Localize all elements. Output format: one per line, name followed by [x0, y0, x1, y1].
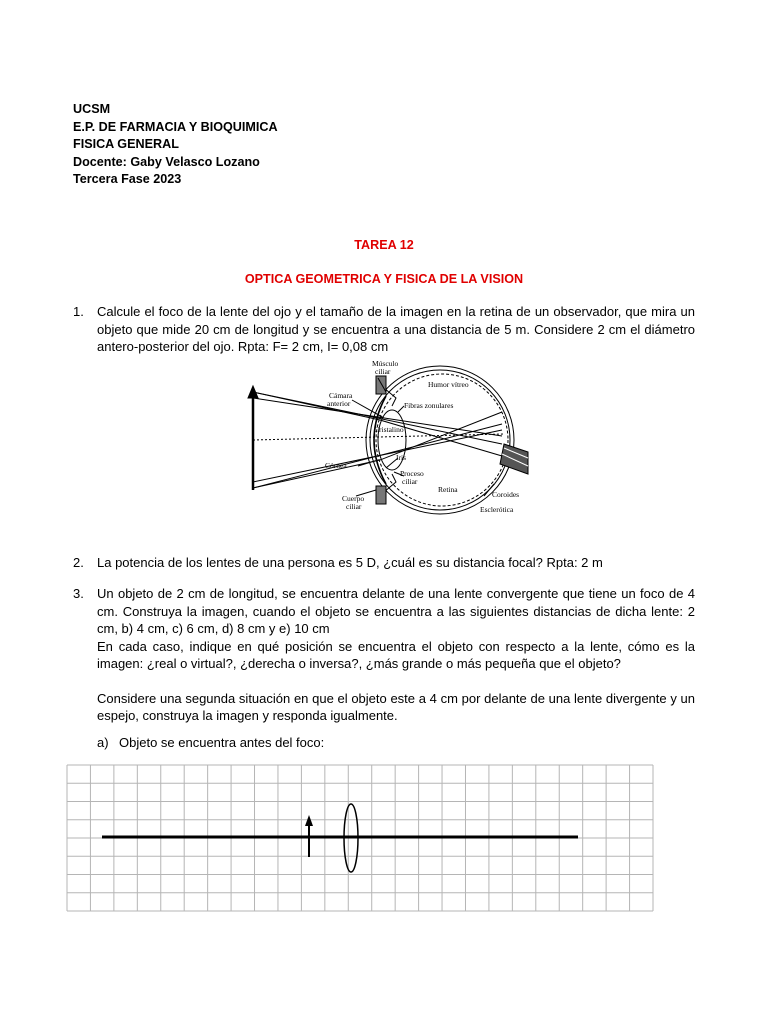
header-line-teacher: Docente: Gaby Velasco Lozano [73, 154, 260, 169]
label-fibras: Fibras zonulares [404, 401, 454, 410]
label-camara-2: anterior [327, 399, 351, 408]
header-line-course: FISICA GENERAL [73, 137, 179, 151]
label-musculo-1: Músculo [372, 359, 399, 368]
label-coroides: Coroides [492, 490, 520, 499]
label-camara-1: Cámara [329, 391, 353, 400]
question-3 [73, 585, 695, 725]
header-line-university: UCSM [73, 102, 111, 116]
question-2 [73, 554, 695, 572]
label-humor: Humor vítreo [428, 380, 469, 389]
label-proceso-1: Proceso [400, 469, 424, 478]
label-iris: Iris [396, 453, 406, 462]
question-number: 3. [73, 586, 84, 601]
header-line-phase: Tercera Fase 2023 [73, 172, 182, 186]
question-1 [73, 303, 695, 356]
assignment-title: TAREA 12 [354, 238, 414, 252]
question-text-2: En cada caso, indique en qué posición se encuentra el objeto con respecto a la lente, cómo es la imagen: ¿real o virtual?, ¿derecha o inversa?, ¿más grande o más pequeña que el objeto? [97, 638, 695, 671]
object-arrow-head [305, 815, 313, 826]
question-text: La potencia de los lentes de una persona es 5 D, ¿cuál es su distancia focal? Rpta: 2 m [97, 555, 603, 570]
label-cornea: Córnea [325, 461, 347, 470]
label-cuerpo-1: Cuerpo [342, 494, 365, 503]
label-esclerotica: Esclerótica [480, 505, 514, 514]
label-cuerpo-2: ciliar [346, 502, 362, 511]
document-header [73, 101, 278, 189]
question-text: Calcule el foco de la lente del ojo y el tamaño de la imagen en la retina de un observador, que mira un objeto que mide 20 cm de longitud y se encuentra a una distancia de 5 m. Considere 2 cm el diámetro antero-posterior del ojo. Rpta: F= 2 cm, I= 0,08 cm [97, 304, 695, 354]
question-text-3: Considere una segunda situación en que el objeto este a 4 cm por delante de una lente divergente y un espejo, construya la imagen y responda igualmente. [97, 690, 695, 723]
construction-grid [60, 760, 660, 920]
question-number: 1. [73, 304, 84, 319]
label-proceso-2: ciliar [402, 477, 418, 486]
subitem-text: Objeto se encuentra antes del foco: [119, 735, 325, 750]
label-cristalino: Cristalino [374, 425, 404, 434]
header-line-school: E.P. DE FARMACIA Y BIOQUIMICA [73, 119, 278, 134]
subitem-a [97, 735, 324, 750]
label-retina: Retina [438, 485, 458, 494]
subitem-label: a) [97, 735, 109, 750]
label-musculo-2: ciliar [375, 367, 391, 376]
assignment-subtitle: OPTICA GEOMETRICA Y FISICA DE LA VISION [244, 272, 524, 286]
question-text: Un objeto de 2 cm de longitud, se encuentra delante de una lente convergente que tiene un foco de 4 cm. Construya la imagen, cuando el objeto se encuentra a las siguientes distancias de dicha lente: 2 cm, b) 4 cm, c) 6 cm, d) 8 cm y e) 10 cm [97, 586, 695, 636]
question-number: 2. [73, 555, 84, 570]
eye-diagram [236, 356, 536, 522]
